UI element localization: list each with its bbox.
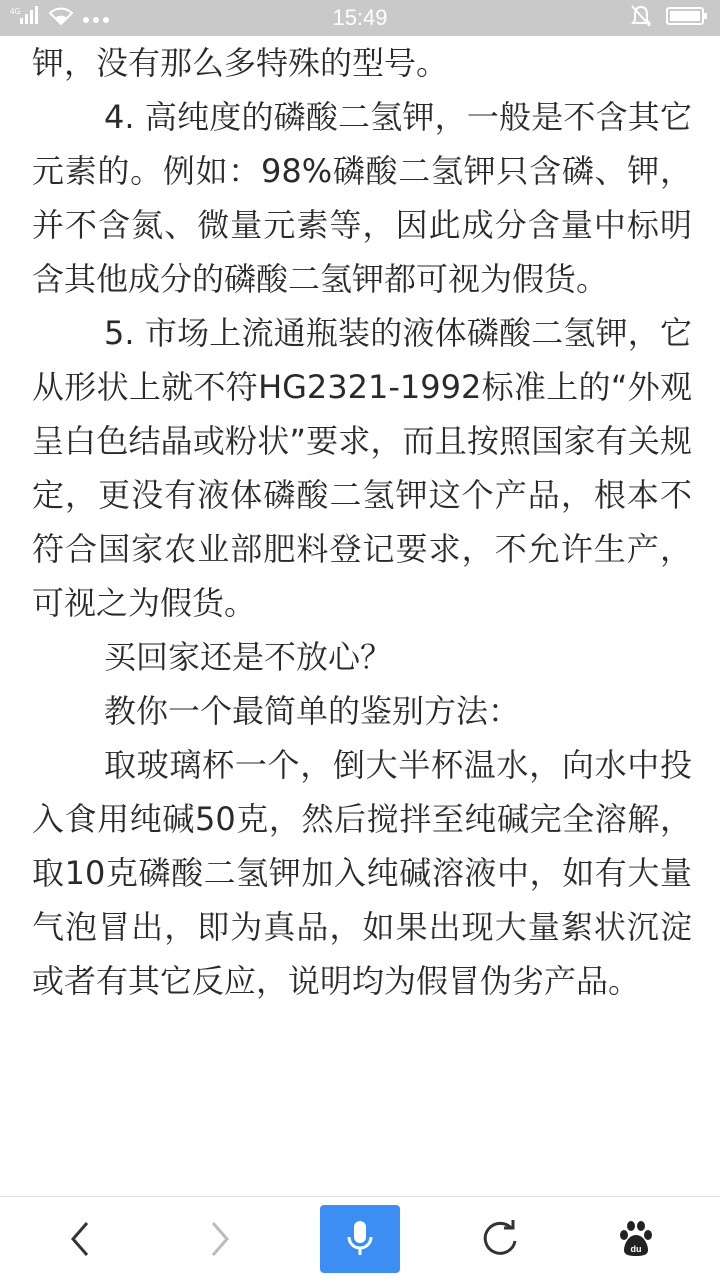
status-time: 15:49 xyxy=(332,5,388,30)
back-button[interactable] xyxy=(40,1205,120,1273)
refresh-icon xyxy=(480,1219,520,1259)
article-paragraph: 买回家还是不放心？ xyxy=(104,638,393,676)
article-paragraph: 钾，没有那么多特殊的型号。 xyxy=(32,44,449,82)
mute-bell-icon xyxy=(630,4,652,32)
network-type-label: 4G xyxy=(10,7,21,16)
bottom-nav-bar xyxy=(0,1196,720,1281)
microphone-icon xyxy=(345,1219,375,1259)
voice-search-button[interactable] xyxy=(320,1205,400,1273)
article-body xyxy=(32,36,692,1008)
article-paragraph: 取玻璃杯一个，倒大半杯温水，向水中投入食用纯碱50克，然后搅拌至纯碱完全溶解，取10克磷酸二氢钾加入纯碱溶液中，如有大量气泡冒出，即为真品，如果出现大量絮状沉淀或者有其它反应，说明均为假冒伪劣产品。 xyxy=(32,746,692,1000)
status-right xyxy=(630,0,708,36)
baidu-du-label: du xyxy=(630,1244,642,1254)
refresh-button[interactable] xyxy=(460,1205,540,1273)
forward-button[interactable] xyxy=(180,1205,260,1273)
back-icon xyxy=(65,1219,95,1259)
forward-icon xyxy=(205,1219,235,1259)
baidu-paw-icon xyxy=(616,1219,656,1259)
article-paragraph: 教你一个最简单的鉴别方法： xyxy=(104,692,521,730)
baidu-home-button[interactable] xyxy=(596,1205,676,1273)
status-bar xyxy=(0,0,720,36)
battery-icon xyxy=(666,6,708,30)
article-paragraph: 4. 高纯度的磷酸二氢钾，一般是不含其它元素的。例如：98%磷酸二氢钾只含磷、钾，并不含氮、微量元素等，因此成分含量中标明含其他成分的磷酸二氢钾都可视为假货。 xyxy=(32,98,692,298)
article-paragraph: 5. 市场上流通瓶装的液体磷酸二氢钾，它从形状上就不符HG2321-1992标准上的“外观呈白色结晶或粉状”要求，而且按照国家有关规定，更没有液体磷酸二氢钾这个产品，根本不符合国家农业部肥料登记要求，不允许生产，可视之为假货。 xyxy=(32,314,692,622)
